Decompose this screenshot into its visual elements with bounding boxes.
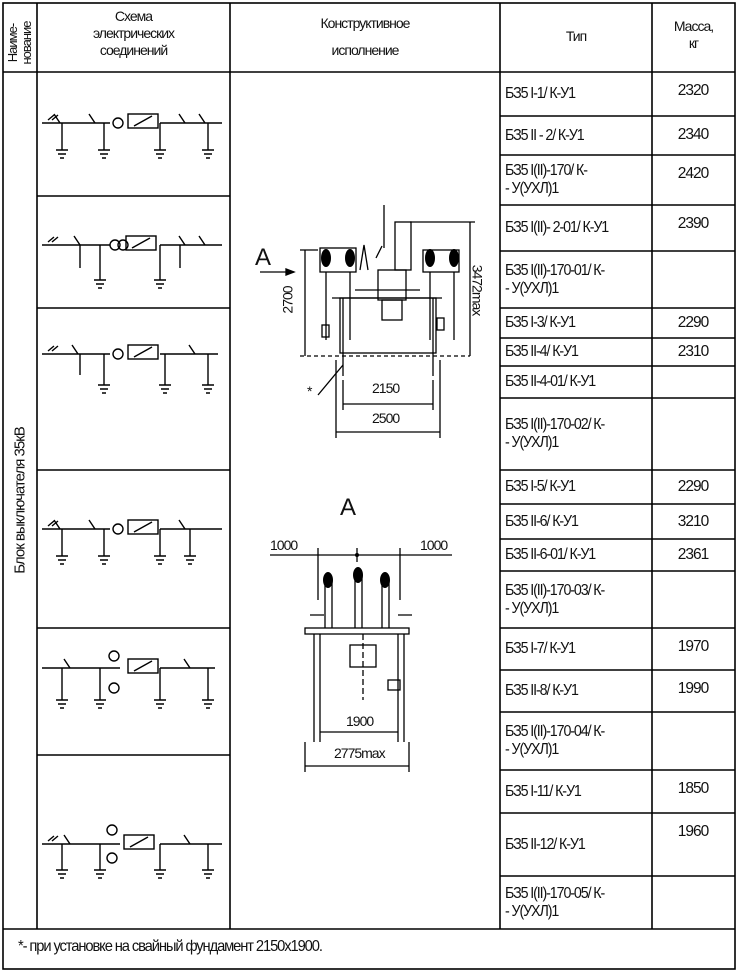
type-cell [505,262,650,298]
table-row [500,504,735,539]
type-line: - У(УХЛ)1 [505,741,559,758]
mass-cell: 1960 [677,823,709,840]
mass-cell: 1850 [677,780,709,797]
type-line: БЗ5 ІІ - 2/ К-У1 [505,126,584,144]
type-line: БЗ5 ІІ-6/ К-У1 [505,512,578,530]
table-row [500,470,735,504]
type-cell [505,682,650,700]
type-line: БЗ5 І(ІІ)-170/ К- [505,162,587,179]
dim-1900: 1900 [346,713,374,729]
view-title: А [340,494,357,521]
view-a-drawing [270,548,452,772]
dim-2700: 2700 [279,286,296,314]
type-cell [505,836,650,854]
dim-1000-right: 1000 [420,537,448,553]
type-line: - У(УХЛ)1 [505,279,559,297]
mass-cell: 2310 [677,343,709,360]
type-cell [505,885,650,921]
table-row [500,876,735,929]
type-cell [505,513,650,531]
type-line: БЗ5 І(ІІ)-170-04/ К- [505,723,605,740]
type-cell [505,582,650,618]
type-line: БЗ5 І(ІІ)-170-01/ К- [505,261,605,279]
side-label: Блок выключателя 35кВ [11,427,29,574]
mass-cell: 2420 [677,165,709,182]
mass-cell: 2320 [677,82,709,99]
mass-cell: 3210 [677,512,709,530]
type-line: БЗ5 І(ІІ)-170-03/ К- [505,581,605,599]
dim-2500: 2500 [372,410,400,426]
scheme-drawings [42,114,222,878]
header-type: Тип [565,28,587,44]
table-row [500,539,735,571]
note-mark: * [307,383,312,399]
type-cell [505,314,650,332]
type-line: БЗ5 І-7/ К-У1 [505,640,575,657]
type-line: БЗ5 І-11/ К-У1 [505,782,581,800]
dim-3472: 3472max [469,264,486,316]
table-row [500,72,735,116]
mass-cell: 2290 [677,314,709,331]
type-cell [505,85,650,103]
table-row [500,308,735,338]
dim-1000-left: 1000 [270,537,298,553]
table-row [500,251,735,308]
type-line: БЗ5 ІІ-6-01/ К-У1 [505,546,596,563]
mass-cell: 1990 [677,680,709,697]
side-view-drawing [260,205,475,438]
view-arrow-label: А [255,244,272,271]
dim-2150: 2150 [372,380,400,396]
dim-2775: 2775max [334,745,385,761]
type-line: БЗ5 І(ІІ)- 2-01/ К-У1 [505,219,609,236]
type-cell [505,343,650,361]
type-line: БЗ5 ІІ-8/ К-У1 [505,682,578,699]
type-cell [505,546,650,564]
table-row [500,205,735,251]
table-row [500,628,735,670]
type-cell [505,723,650,759]
header-mass: Масса, кг [673,18,714,51]
type-line: БЗ5 ІІ-12/ К-У1 [505,835,585,853]
type-cell [505,373,650,391]
header-design: Конструктивное исполнение [320,15,410,58]
table-row [500,155,735,205]
mass-cell: 2390 [677,215,709,232]
table-row [500,398,735,470]
type-line: БЗ5 І-1/ К-У1 [505,85,575,102]
type-cell [505,416,650,452]
mass-cell: 2361 [677,546,709,563]
table-row [500,116,735,155]
table-row [500,338,735,366]
type-cell [505,127,650,145]
header-scheme: Схема электрических соединений [92,8,175,58]
table-row [500,813,735,876]
table-row [500,770,735,813]
type-line: БЗ5 ІІ-4/ К-У1 [505,343,578,360]
type-line: - У(УХЛ)1 [505,902,559,920]
mass-cell: 1970 [677,638,709,655]
table-row [500,366,735,398]
table-row [500,712,735,770]
type-line: - У(УХЛ)1 [505,599,559,617]
type-line: БЗ5 І-3/ К-У1 [505,314,575,331]
type-cell [505,640,650,658]
header-name-col: Наиме- нование [5,21,34,65]
type-line: - У(УХЛ)1 [505,180,559,197]
type-cell [505,478,650,496]
type-line: БЗ5 І(ІІ)-170-05/ К- [505,884,605,902]
table-row [500,571,735,628]
mass-cell: 2340 [677,126,709,143]
type-line: БЗ5 І-5/ К-У1 [505,478,575,495]
type-line: - У(УХЛ)1 [505,434,559,451]
type-cell [505,162,650,198]
table-row [500,670,735,712]
mass-cell: 2290 [677,478,709,495]
type-cell [505,783,650,801]
type-line: БЗ5 ІІ-4-01/ К-У1 [505,373,596,390]
type-cell [505,219,650,237]
footnote: *- при установке на свайный фундамент 2150х1900. [18,938,322,955]
type-line: БЗ5 І(ІІ)-170-02/ К- [505,416,605,433]
